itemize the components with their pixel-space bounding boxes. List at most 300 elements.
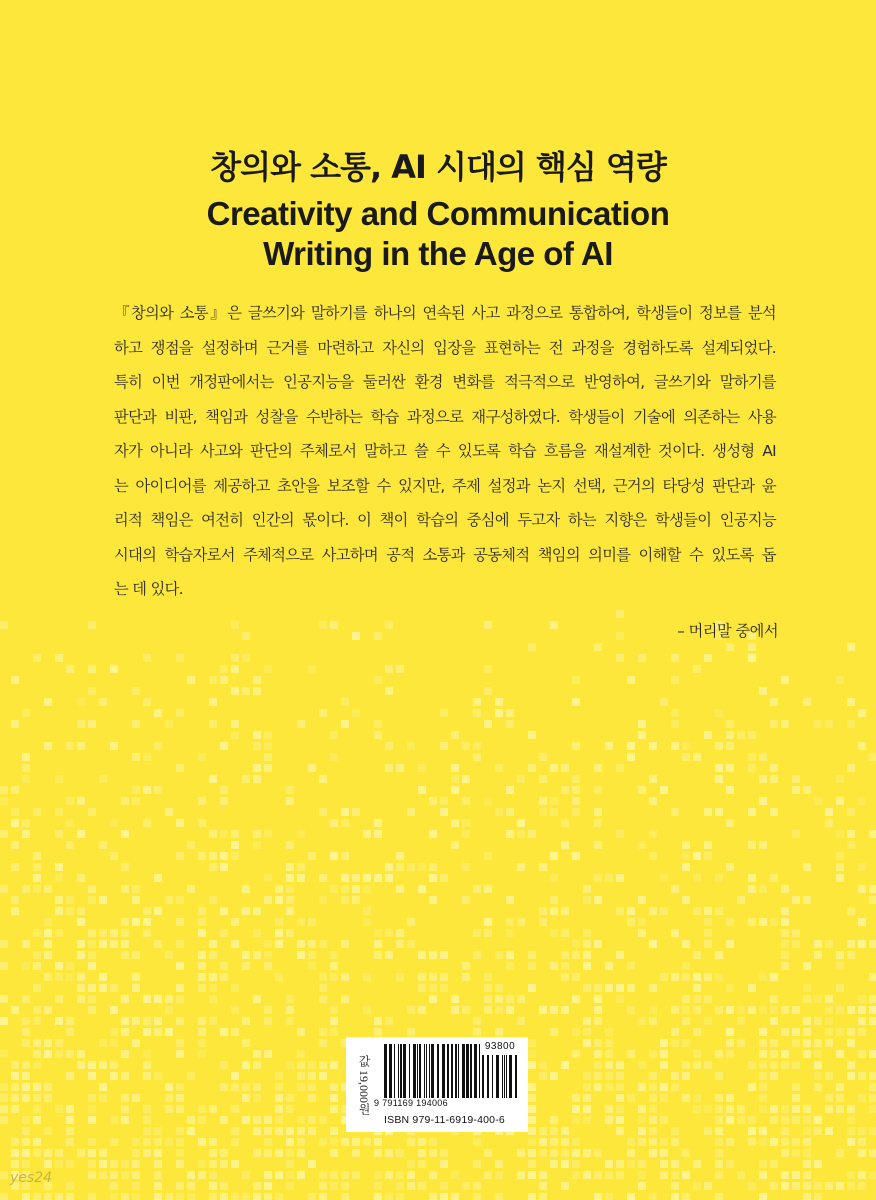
pixel-square <box>209 1193 217 1200</box>
pixel-square <box>319 1182 327 1190</box>
pixel-square <box>341 896 349 904</box>
pixel-square <box>66 819 74 827</box>
barcode-bar <box>426 1044 427 1098</box>
pixel-square <box>583 896 591 904</box>
pixel-square <box>649 1050 657 1058</box>
pixel-square <box>715 1050 723 1058</box>
pixel-square <box>561 951 569 959</box>
pixel-square <box>209 940 217 948</box>
price-label: 값 19,000원 <box>357 1055 371 1115</box>
barcode-bar <box>398 1044 399 1098</box>
pixel-square <box>77 1149 85 1157</box>
pixel-square <box>792 1083 800 1091</box>
pixel-square <box>396 885 404 893</box>
pixel-square <box>671 885 679 893</box>
pixel-square <box>506 929 514 937</box>
pixel-square <box>33 654 41 662</box>
pixel-square <box>770 1160 778 1168</box>
pixel-square <box>748 1138 756 1146</box>
pixel-square <box>352 632 360 640</box>
pixel-square <box>143 819 151 827</box>
pixel-square <box>44 885 52 893</box>
pixel-square <box>242 775 250 783</box>
preface-line: 시대의 학습자로서 주체적으로 사고하며 공적 소통과 공동체적 책임의 의미를 이해할 수 있도록 돕 <box>114 545 776 564</box>
pixel-square <box>484 885 492 893</box>
pixel-square <box>341 885 349 893</box>
pixel-square <box>847 1039 855 1047</box>
pixel-square <box>165 1028 173 1036</box>
pixel-square <box>627 1149 635 1157</box>
pixel-square <box>792 929 800 937</box>
pixel-square <box>649 1105 657 1113</box>
pixel-square <box>22 1193 30 1200</box>
pixel-square <box>143 1072 151 1080</box>
pixel-square <box>231 1160 239 1168</box>
pixel-square <box>308 1072 316 1080</box>
pixel-square <box>462 742 470 750</box>
barcode-bar <box>479 1044 480 1098</box>
pixel-square <box>231 731 239 739</box>
pixel-square <box>198 962 206 970</box>
barcode-bar <box>389 1044 392 1098</box>
barcode-bar <box>424 1044 425 1098</box>
pixel-square <box>825 1028 833 1036</box>
pixel-square <box>748 1061 756 1069</box>
pixel-square <box>759 885 767 893</box>
pixel-square <box>198 753 206 761</box>
pixel-square <box>253 1182 261 1190</box>
pixel-square <box>99 1039 107 1047</box>
pixel-square <box>583 1105 591 1113</box>
pixel-square <box>748 841 756 849</box>
pixel-square <box>627 1193 635 1200</box>
pixel-square <box>539 1193 547 1200</box>
pixel-square <box>66 1116 74 1124</box>
pixel-square <box>539 1182 547 1190</box>
pixel-square <box>55 1193 63 1200</box>
pixel-square <box>154 742 162 750</box>
pixel-square <box>704 995 712 1003</box>
pixel-square <box>22 1160 30 1168</box>
pixel-square <box>627 918 635 926</box>
pixel-square <box>143 1127 151 1135</box>
pixel-square <box>517 819 525 827</box>
pixel-square <box>264 896 272 904</box>
pixel-square <box>572 1094 580 1102</box>
pixel-square <box>671 676 679 684</box>
pixel-square <box>297 1061 305 1069</box>
pixel-square <box>220 797 228 805</box>
pixel-square <box>605 1116 613 1124</box>
pixel-square <box>121 918 129 926</box>
pixel-square <box>792 786 800 794</box>
preface-line: 는 데 있다. <box>114 580 183 598</box>
pixel-square <box>110 665 118 673</box>
pixel-square <box>649 1094 657 1102</box>
pixel-square <box>319 775 327 783</box>
pixel-square <box>671 742 679 750</box>
pixel-square <box>110 1138 118 1146</box>
pixel-square <box>517 1149 525 1157</box>
pixel-square <box>176 1094 184 1102</box>
pixel-square <box>484 687 492 695</box>
pixel-square <box>220 1028 228 1036</box>
pixel-square <box>132 984 140 992</box>
pixel-square <box>759 1006 767 1014</box>
pixel-square <box>22 819 30 827</box>
pixel-square <box>660 907 668 915</box>
pixel-square <box>836 676 844 684</box>
pixel-square <box>33 1193 41 1200</box>
pixel-square <box>528 830 536 838</box>
pixel-square <box>253 929 261 937</box>
pixel-square <box>319 1193 327 1200</box>
pixel-square <box>660 698 668 706</box>
pixel-square <box>605 984 613 992</box>
pixel-square <box>22 1061 30 1069</box>
preface-line: 특히 이번 개정판에서는 인공지능을 둘러싼 환경 변화를 적극적으로 반영하여, 글쓰기와 말하기를 <box>114 373 776 391</box>
pixel-square <box>693 665 701 673</box>
pixel-square <box>814 995 822 1003</box>
pixel-square <box>847 1116 855 1124</box>
pixel-square <box>572 742 580 750</box>
title-english-line2: Writing in the Age of AI <box>263 235 613 272</box>
pixel-square <box>132 1017 140 1025</box>
pixel-square <box>44 918 52 926</box>
pixel-square <box>330 1138 338 1146</box>
pixel-square <box>176 918 184 926</box>
pixel-square <box>451 995 459 1003</box>
pixel-square <box>715 907 723 915</box>
pixel-square <box>396 665 404 673</box>
pixel-square <box>858 995 866 1003</box>
pixel-square <box>605 742 613 750</box>
pixel-square <box>187 1127 195 1135</box>
pixel-square <box>110 1171 118 1179</box>
pixel-square <box>858 863 866 871</box>
pixel-square <box>418 885 426 893</box>
pixel-square <box>55 995 63 1003</box>
pixel-square <box>693 951 701 959</box>
pixel-square <box>451 1193 459 1200</box>
pixel-square <box>132 687 140 695</box>
pixel-square <box>11 676 19 684</box>
pixel-square <box>0 830 8 838</box>
pixel-square <box>341 874 349 882</box>
pixel-square <box>726 742 734 750</box>
pixel-square <box>495 1171 503 1179</box>
pixel-square <box>572 951 580 959</box>
pixel-square <box>198 797 206 805</box>
pixel-square <box>22 1127 30 1135</box>
pixel-square <box>143 1138 151 1146</box>
pixel-square <box>33 808 41 816</box>
pixel-square <box>462 1182 470 1190</box>
pixel-square <box>594 1006 602 1014</box>
pixel-square <box>286 786 294 794</box>
pixel-square <box>528 1160 536 1168</box>
pixel-square <box>198 1050 206 1058</box>
pixel-square <box>792 1116 800 1124</box>
pixel-square <box>649 852 657 860</box>
pixel-square <box>55 830 63 838</box>
pixel-square <box>759 1105 767 1113</box>
pixel-square <box>561 1182 569 1190</box>
pixel-square <box>154 995 162 1003</box>
pixel-square <box>528 1105 536 1113</box>
pixel-square <box>517 1017 525 1025</box>
pixel-square <box>462 1006 470 1014</box>
pixel-square <box>561 1160 569 1168</box>
pixel-square <box>605 1039 613 1047</box>
pixel-square <box>649 1006 657 1014</box>
pixel-square <box>275 1193 283 1200</box>
pixel-square <box>638 1116 646 1124</box>
pixel-square <box>407 940 415 948</box>
pixel-square <box>66 962 74 970</box>
pixel-square <box>418 863 426 871</box>
pixel-square <box>55 973 63 981</box>
pixel-square <box>33 1105 41 1113</box>
pixel-square <box>803 786 811 794</box>
pixel-square <box>726 819 734 827</box>
pixel-square <box>792 1061 800 1069</box>
pixel-square <box>594 819 602 827</box>
pixel-square <box>363 973 371 981</box>
pixel-square <box>616 1160 624 1168</box>
pixel-square <box>726 1039 734 1047</box>
pixel-square <box>220 676 228 684</box>
pixel-square <box>616 907 624 915</box>
pixel-square <box>176 1160 184 1168</box>
pixel-square <box>11 819 19 827</box>
barcode-bar <box>502 1055 503 1098</box>
pixel-square <box>594 1149 602 1157</box>
barcode-bar <box>504 1055 505 1098</box>
pixel-square <box>88 940 96 948</box>
pixel-square <box>770 1061 778 1069</box>
pixel-square <box>88 1160 96 1168</box>
pixel-square <box>726 1050 734 1058</box>
pixel-square <box>748 1083 756 1091</box>
pixel-square <box>407 742 415 750</box>
pixel-square <box>308 665 316 673</box>
pixel-square <box>22 962 30 970</box>
pixel-square <box>220 1083 228 1091</box>
pixel-square <box>671 1028 679 1036</box>
pixel-square <box>132 1182 140 1190</box>
pixel-square <box>55 1039 63 1047</box>
pixel-square <box>407 1006 415 1014</box>
pixel-square <box>770 1105 778 1113</box>
pixel-square <box>154 874 162 882</box>
pixel-square <box>594 1017 602 1025</box>
pixel-square <box>297 830 305 838</box>
pixel-square <box>748 1006 756 1014</box>
pixel-square <box>396 973 404 981</box>
barcode-bar <box>447 1044 449 1098</box>
pixel-square <box>77 918 85 926</box>
pixel-square <box>275 1149 283 1157</box>
pixel-square <box>484 1149 492 1157</box>
pixel-square <box>583 962 591 970</box>
pixel-square <box>385 1017 393 1025</box>
pixel-square <box>352 808 360 816</box>
pixel-square <box>44 742 52 750</box>
pixel-square <box>781 1105 789 1113</box>
pixel-square <box>803 1149 811 1157</box>
pixel-square <box>495 709 503 717</box>
pixel-square <box>759 918 767 926</box>
barcode-bar <box>400 1044 402 1098</box>
pixel-square <box>649 775 657 783</box>
pixel-square <box>308 1193 316 1200</box>
pixel-square <box>693 1105 701 1113</box>
pixel-square <box>726 1006 734 1014</box>
pixel-square <box>847 951 855 959</box>
pixel-square <box>198 907 206 915</box>
pixel-square <box>715 775 723 783</box>
pixel-square <box>869 1094 876 1102</box>
pixel-square <box>572 676 580 684</box>
pixel-square <box>242 1193 250 1200</box>
pixel-square <box>121 1116 129 1124</box>
pixel-square <box>726 1028 734 1036</box>
pixel-square <box>440 874 448 882</box>
pixel-square <box>0 1083 8 1091</box>
pixel-square <box>528 764 536 772</box>
pixel-square <box>242 951 250 959</box>
pixel-square <box>275 1105 283 1113</box>
pixel-square <box>374 676 382 684</box>
pixel-square <box>638 896 646 904</box>
pixel-square <box>77 907 85 915</box>
pixel-square <box>286 907 294 915</box>
pixel-square <box>484 995 492 1003</box>
pixel-square <box>143 1028 151 1036</box>
pixel-square <box>220 973 228 981</box>
pixel-square <box>803 1160 811 1168</box>
pixel-square <box>297 874 305 882</box>
pixel-square <box>297 1138 305 1146</box>
barcode-bar <box>394 1044 395 1098</box>
pixel-square <box>165 808 173 816</box>
pixel-square <box>231 665 239 673</box>
pixel-square <box>847 720 855 728</box>
pixel-square <box>572 1050 580 1058</box>
pixel-square <box>77 698 85 706</box>
pixel-square <box>220 1160 228 1168</box>
pixel-square <box>77 830 85 838</box>
pixel-square <box>693 995 701 1003</box>
pixel-square <box>264 1193 272 1200</box>
pixel-square <box>550 1149 558 1157</box>
pixel-square <box>583 1116 591 1124</box>
pixel-square <box>660 1116 668 1124</box>
pixel-square <box>330 1094 338 1102</box>
pixel-square <box>297 951 305 959</box>
pixel-square <box>792 1182 800 1190</box>
pixel-square <box>165 1193 173 1200</box>
pixel-square <box>451 819 459 827</box>
pixel-square <box>517 830 525 838</box>
barcode-bar <box>455 1044 457 1098</box>
pixel-square <box>44 973 52 981</box>
pixel-square <box>33 1017 41 1025</box>
pixel-square <box>583 1094 591 1102</box>
addon-digits: 93800 <box>484 1041 516 1052</box>
pixel-square <box>825 808 833 816</box>
pixel-square <box>550 929 558 937</box>
pixel-square <box>638 720 646 728</box>
pixel-square <box>330 1017 338 1025</box>
pixel-square <box>132 896 140 904</box>
pixel-square <box>176 1127 184 1135</box>
pixel-square <box>594 1072 602 1080</box>
pixel-square <box>253 676 261 684</box>
pixel-square <box>198 1028 206 1036</box>
pixel-square <box>66 797 74 805</box>
pixel-square <box>176 1039 184 1047</box>
pixel-square <box>506 951 514 959</box>
pixel-square <box>616 1127 624 1135</box>
pixel-square <box>198 984 206 992</box>
pixel-square <box>528 1149 536 1157</box>
pixel-square <box>858 940 866 948</box>
pixel-square <box>231 1138 239 1146</box>
pixel-square <box>33 962 41 970</box>
pixel-square <box>638 841 646 849</box>
pixel-square <box>363 830 371 838</box>
pixel-square <box>814 1039 822 1047</box>
pixel-square <box>209 863 217 871</box>
pixel-square <box>121 797 129 805</box>
pixel-square <box>616 995 624 1003</box>
pixel-square <box>220 1149 228 1157</box>
pixel-square <box>55 863 63 871</box>
pixel-square <box>847 907 855 915</box>
pixel-square <box>572 1149 580 1157</box>
pixel-square <box>110 1182 118 1190</box>
pixel-square <box>814 1050 822 1058</box>
pixel-square <box>385 929 393 937</box>
pixel-square <box>803 1182 811 1190</box>
pixel-square <box>572 775 580 783</box>
pixel-square <box>583 1039 591 1047</box>
pixel-square <box>770 1039 778 1047</box>
pixel-square <box>330 1006 338 1014</box>
pixel-square <box>88 962 96 970</box>
pixel-square <box>737 1105 745 1113</box>
pixel-square <box>264 1050 272 1058</box>
pixel-square <box>396 940 404 948</box>
pixel-square <box>407 1138 415 1146</box>
barcode-bar <box>409 1044 410 1098</box>
pixel-square <box>594 984 602 992</box>
pixel-square <box>165 1138 173 1146</box>
pixel-square <box>33 1116 41 1124</box>
pixel-square <box>638 1017 646 1025</box>
pixel-square <box>550 1138 558 1146</box>
pixel-square <box>616 984 624 992</box>
preface-line: 『창의와 소통』은 글쓰기와 말하기를 하나의 연속된 사고 과정으로 통합하여, 학생들이 정보를 분석 <box>114 304 776 322</box>
pixel-square <box>660 786 668 794</box>
pixel-square <box>143 995 151 1003</box>
pixel-square <box>737 1039 745 1047</box>
pixel-square <box>693 1182 701 1190</box>
pixel-square <box>781 1116 789 1124</box>
pixel-square <box>264 665 272 673</box>
